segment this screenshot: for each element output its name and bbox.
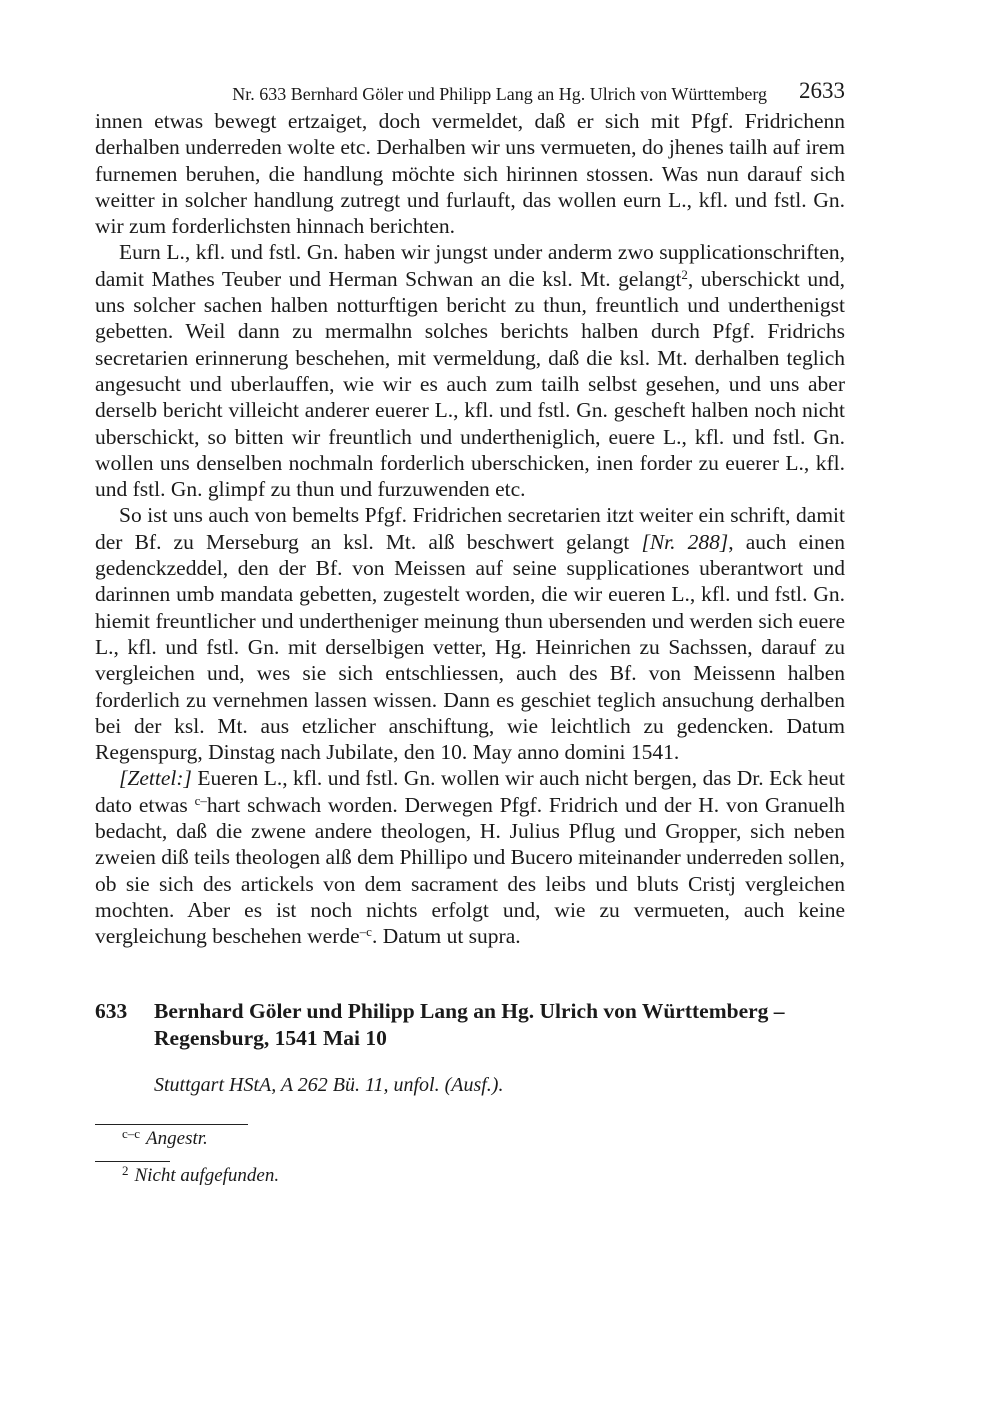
- zettel-label: [Zettel:]: [119, 766, 192, 791]
- paragraph-text: , uberschickt und, uns solcher sachen halben notturftigen bericht zu thun, freuntlich und underthenigst gebetten. Weil dann zu mermalhn solches berichts halben durch Pfgf. Fridrichs secretarien erinnerung beschehen, mit vermeldung, daß die ksl. Mt. derhalben teglich angesucht und uberlauffen, wie wir es auch zum tailh selbst gesehen, und uns aber derselb bericht villeicht anderer euerer L., kfl. und fstl. Gn. gescheft halben noch nicht uberschickt, so bitten wir freuntlich und undertheniglich, euere L., kfl. und fstl. Gn. wollen uns denselben nochmaln forderlich uberschicken, inen forder zu euerer L., kfl. und fstl. Gn. glimpf zu thun und furzuwenden etc.: [95, 266, 845, 502]
- paragraph-text: So ist uns auch von bemelts Pfgf. Fridrichen secretarien itzt weiter ein schrift, damit der Bf. zu Merseburg an ksl. Mt. alß beschwert gelangt: [95, 503, 845, 554]
- paragraph-text: innen etwas bewegt ertzaiget, doch vermeldet, daß er sich mit Pfgf. Fridrichenn derhalben underreden wolte etc. Derhalben wir uns vermueten, do jhenes tailh auf irem furnemen beruhen, die handlung möchte sich hirinnen stossen. Was nun darauf sich weitter in solcher handlung zutregt und furlauft, das wollen eurn L., kfl. und fstl. Gn. wir zum forderlichsten hinnach berichten.: [95, 109, 845, 239]
- footnote-text: Angestr.: [146, 1127, 208, 1149]
- numbered-footnote: [95, 1164, 845, 1188]
- body-paragraph-1: [95, 108, 845, 239]
- body-paragraph-3: [95, 502, 845, 765]
- document-title: Bernhard Göler und Philipp Lang an Hg. Ulrich von Württemberg – Regensburg, 1541 Mai 10: [154, 998, 785, 1050]
- running-head: [95, 78, 845, 108]
- body-paragraph-4: [95, 765, 845, 949]
- footnote-mark: c–c: [122, 1125, 141, 1141]
- variant-footnote: [95, 1127, 845, 1151]
- paragraph-text: . Datum ut supra.: [371, 924, 521, 949]
- footnote-reference: 2: [681, 266, 688, 282]
- paragraph-text: , auch einen gedenckzeddel, den der Bf. von Meissen auf seine supplicationes uberantwort und darinnen umb mandata gebetten, zugestelt worden, die wir eueren L., kfl. und fstl. Gn. hiemit freuntlicher und undertheniger meinung thun ubersenden und werden sich euere L., kfl. und fstl. Gn. mit derselbigen vetter, Hg. Heinrichen zu Sachssen, darauf zu vergleichen und, wes sie sich entschliessen, auch des Bf. von Meissenn halben forderlich zu vernehmen lassen wissen. Dann es geschiet teglich ansuchung derhalben bei der ksl. Mt. aus etzlicher anschiftung, wie leichtlich zu gedencken. Datum Regenspurg, Dinstag nach Jubilate, den 10. May anno domini 1541.: [95, 529, 846, 765]
- document-heading: [95, 998, 845, 1052]
- page-number: 2633: [799, 78, 845, 103]
- paragraph-text: Eueren L., kfl. und fstl. Gn. wollen wir auch nicht bergen, das Dr. Eck heut dato etwas: [95, 766, 845, 817]
- running-title: Nr. 633 Bernhard Göler und Philipp Lang an Hg. Ulrich von Württemberg: [232, 84, 767, 104]
- variant-mark-close: –c: [359, 924, 372, 940]
- footnote-rule: [95, 1124, 248, 1125]
- footnote-rule: [95, 1161, 170, 1162]
- page: [95, 78, 845, 1188]
- body-paragraph-2: [95, 239, 845, 502]
- variant-mark-open: c–: [194, 792, 207, 808]
- footnote-mark: 2: [122, 1162, 129, 1178]
- cross-reference: [Nr. 288]: [641, 529, 729, 554]
- document-source: Stuttgart HStA, A 262 Bü. 11, unfol. (Ausf.).: [154, 1073, 504, 1096]
- paragraph-text: Eurn L., kfl. und fstl. Gn. haben wir jungst under anderm zwo supplicationschriften, damit Mathes Teuber und Herman Schwan an die ksl. Mt. gelangt: [95, 240, 845, 291]
- variant-footnotes: [95, 1124, 845, 1151]
- numbered-footnotes: [95, 1161, 845, 1188]
- paragraph-text: hart schwach worden. Derwegen Pfgf. Fridrich und der H. von Granuelh bedacht, daß die zwene andere theologen, H. Julius Pflug und Gropper, sich neben zweien diß teils theologen alß dem Phillipo und Bucero miteinander underreden sollen, ob sie sich des artickels von dem sacrament des leibs und bluts Cristj vergleichen mochten. Aber es ist noch nichts erfolgt und, wie zu vermueten, auch keine vergleichung beschehen werde: [95, 792, 846, 949]
- document-number: 633: [95, 998, 128, 1023]
- footnote-text: Nicht aufgefunden.: [134, 1164, 280, 1186]
